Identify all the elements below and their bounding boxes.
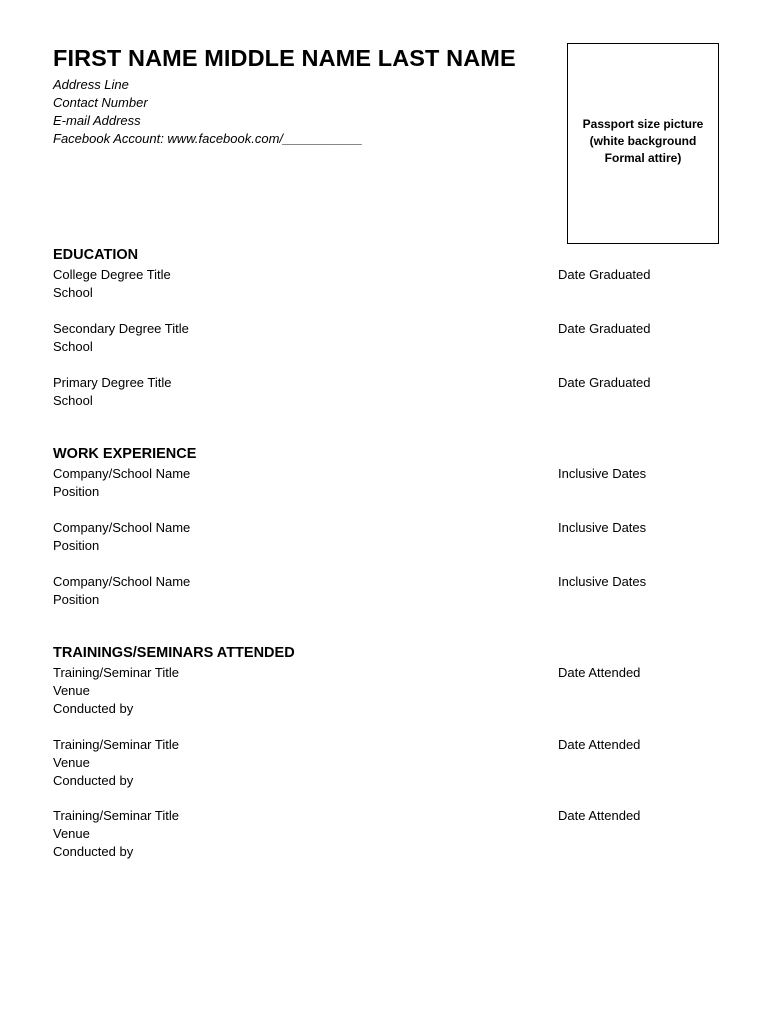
date-graduated: Date Graduated (558, 267, 651, 282)
conducted-by: Conducted by (53, 773, 134, 788)
venue: Venue (53, 683, 90, 698)
venue: Venue (53, 755, 90, 770)
school-name: School (53, 339, 93, 354)
work-entry (53, 519, 713, 555)
date-graduated: Date Graduated (558, 321, 651, 336)
training-entry (53, 807, 713, 861)
photo-instructions (583, 116, 704, 167)
degree-title: College Degree Title (53, 267, 171, 282)
training-title: Training/Seminar Title (53, 808, 179, 823)
company-name: Company/School Name (53, 574, 191, 589)
email-address: E-mail Address (53, 113, 141, 128)
position: Position (53, 592, 100, 607)
conducted-by: Conducted by (53, 844, 134, 859)
work-entry (53, 573, 713, 609)
date-graduated: Date Graduated (558, 375, 651, 390)
date-attended: Date Attended (558, 665, 641, 680)
position: Position (53, 484, 100, 499)
education-entry (53, 320, 713, 356)
education-entry (53, 266, 713, 302)
inclusive-dates: Inclusive Dates (558, 520, 647, 535)
inclusive-dates: Inclusive Dates (558, 466, 647, 481)
date-attended: Date Attended (558, 737, 641, 752)
degree-title: Primary Degree Title (53, 375, 172, 390)
full-name: FIRST NAME MIDDLE NAME LAST NAME (53, 45, 516, 71)
training-title: Training/Seminar Title (53, 737, 179, 752)
photo-instruction-line: Formal attire) (604, 151, 682, 165)
inclusive-dates: Inclusive Dates (558, 574, 647, 589)
school-name: School (53, 285, 93, 300)
venue: Venue (53, 826, 90, 841)
passport-photo-placeholder (567, 43, 719, 244)
training-entry (53, 736, 713, 790)
degree-title: Secondary Degree Title (53, 321, 189, 336)
address-line: Address Line (53, 77, 129, 92)
position: Position (53, 538, 100, 553)
work-entry (53, 465, 713, 501)
training-title: Training/Seminar Title (53, 665, 179, 680)
education-entry (53, 374, 713, 410)
contact-number: Contact Number (53, 95, 148, 110)
photo-instruction-line: (white background (589, 134, 697, 148)
school-name: School (53, 393, 93, 408)
training-entry (53, 664, 713, 718)
trainings-heading: TRAININGS/SEMINARS ATTENDED (53, 645, 295, 661)
contact-block (53, 76, 363, 148)
conducted-by: Conducted by (53, 701, 134, 716)
date-attended: Date Attended (558, 808, 641, 823)
facebook-account: Facebook Account: www.facebook.com/___________ (53, 131, 363, 146)
photo-instruction-line: Passport size picture (582, 117, 704, 131)
education-heading: EDUCATION (53, 247, 139, 263)
company-name: Company/School Name (53, 520, 191, 535)
work-experience-heading: WORK EXPERIENCE (53, 446, 197, 462)
company-name: Company/School Name (53, 466, 191, 481)
